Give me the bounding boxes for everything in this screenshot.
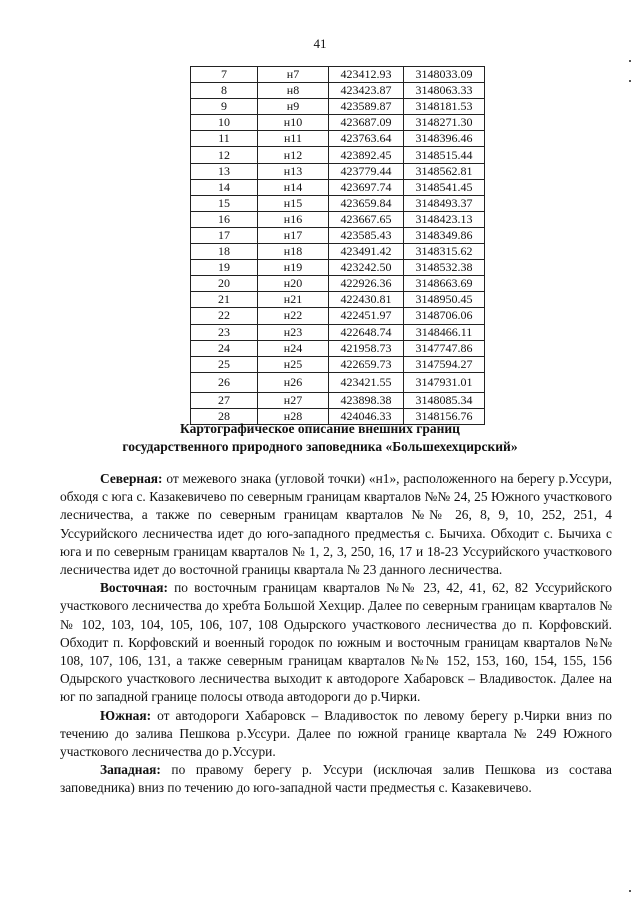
x-coordinate-cell: 423697.74 [329, 179, 404, 195]
table-row [191, 292, 485, 308]
point-number-cell: 15 [191, 195, 258, 211]
x-coordinate-cell: 422648.74 [329, 324, 404, 340]
y-coordinate-cell: 3147594.27 [404, 356, 485, 372]
paragraph-east [60, 579, 612, 706]
x-coordinate-cell: 423687.09 [329, 115, 404, 131]
coordinates-table-body [191, 67, 485, 425]
paragraph-text: от межевого знака (угловой точки) «н1», расположенного на берегу р.Уссури, обходя с юга с. Казакевичево по северным границам кварталов №№ 24, 25 Южного участкового лесничества, а также по северным границам кварталов №№ 26, 8, 9, 10, 252, 251, 4 Уссурийского лесничества идет до юго-западного предместья с. Бычиха. Обходит с. Бычиха с юга и по северным границам кварталов № 1, 2, 3, 250, 16, 17 и 18-23 Уссурийского участкового лесничества идет до восточной границы квартала № 23 данного лесничества. [60, 471, 612, 578]
y-coordinate-cell: 3148349.86 [404, 227, 485, 243]
x-coordinate-cell: 423763.64 [329, 131, 404, 147]
point-number-cell: 10 [191, 115, 258, 131]
table-row [191, 324, 485, 340]
boundary-mark-cell: н26 [258, 372, 329, 392]
boundary-mark-cell: н15 [258, 195, 329, 211]
x-coordinate-cell: 421958.73 [329, 340, 404, 356]
table-row [191, 115, 485, 131]
y-coordinate-cell: 3148663.69 [404, 276, 485, 292]
page-number: 41 [313, 36, 327, 51]
x-coordinate-cell: 423421.55 [329, 372, 404, 392]
x-coordinate-cell: 422451.97 [329, 308, 404, 324]
point-number-cell: 20 [191, 276, 258, 292]
table-row [191, 211, 485, 227]
y-coordinate-cell: 3148033.09 [404, 67, 485, 83]
coordinates-table [190, 66, 485, 425]
point-number-cell: 21 [191, 292, 258, 308]
point-number-cell: 9 [191, 99, 258, 115]
point-number-cell: 23 [191, 324, 258, 340]
point-number-cell: 22 [191, 308, 258, 324]
x-coordinate-cell: 423589.87 [329, 99, 404, 115]
table-row [191, 67, 485, 83]
table-row [191, 179, 485, 195]
section-heading-line-1: Картографическое описание внешних границ [180, 421, 460, 436]
paragraph-lead: Западная: [100, 762, 161, 778]
boundary-mark-cell: н9 [258, 99, 329, 115]
y-coordinate-cell: 3148541.45 [404, 179, 485, 195]
table-row [191, 244, 485, 260]
y-coordinate-cell: 3148063.33 [404, 83, 485, 99]
y-coordinate-cell: 3148950.45 [404, 292, 485, 308]
x-coordinate-cell: 423242.50 [329, 260, 404, 276]
scan-mark [629, 80, 631, 82]
boundary-mark-cell: н11 [258, 131, 329, 147]
boundary-mark-cell: н19 [258, 260, 329, 276]
boundary-mark-cell: н23 [258, 324, 329, 340]
boundary-mark-cell: н17 [258, 227, 329, 243]
table-row [191, 340, 485, 356]
table-row [191, 163, 485, 179]
x-coordinate-cell: 423898.38 [329, 392, 404, 408]
point-number-cell: 17 [191, 227, 258, 243]
table-row [191, 372, 485, 392]
y-coordinate-cell: 3148085.34 [404, 392, 485, 408]
y-coordinate-cell: 3148423.13 [404, 211, 485, 227]
x-coordinate-cell: 422659.73 [329, 356, 404, 372]
x-coordinate-cell: 424046.33 [329, 408, 404, 424]
x-coordinate-cell: 423412.93 [329, 67, 404, 83]
y-coordinate-cell: 3148532.38 [404, 260, 485, 276]
point-number-cell: 26 [191, 372, 258, 392]
paragraph-text: от автодороги Хабаровск – Владивосток по левому берегу р.Чирки вниз по течению до залива Пешкова р.Уссури. Далее по южной границе квартала № 249 Южного участкового лесничества до р.Уссури. [60, 707, 612, 760]
boundary-mark-cell: н16 [258, 211, 329, 227]
table-row [191, 147, 485, 163]
table-row [191, 83, 485, 99]
paragraph-lead: Южная: [100, 707, 152, 723]
y-coordinate-cell: 3148181.53 [404, 99, 485, 115]
point-number-cell: 24 [191, 340, 258, 356]
boundary-mark-cell: н12 [258, 147, 329, 163]
point-number-cell: 27 [191, 392, 258, 408]
y-coordinate-cell: 3147747.86 [404, 340, 485, 356]
boundary-mark-cell: н13 [258, 163, 329, 179]
x-coordinate-cell: 423585.43 [329, 227, 404, 243]
table-row [191, 260, 485, 276]
y-coordinate-cell: 3148466.11 [404, 324, 485, 340]
boundary-mark-cell: н27 [258, 392, 329, 408]
x-coordinate-cell: 422926.36 [329, 276, 404, 292]
boundary-mark-cell: н21 [258, 292, 329, 308]
boundary-mark-cell: н25 [258, 356, 329, 372]
boundary-mark-cell: н20 [258, 276, 329, 292]
x-coordinate-cell: 423423.87 [329, 83, 404, 99]
y-coordinate-cell: 3147931.01 [404, 372, 485, 392]
y-coordinate-cell: 3148271.30 [404, 115, 485, 131]
table-row [191, 356, 485, 372]
x-coordinate-cell: 423667.65 [329, 211, 404, 227]
x-coordinate-cell: 423779.44 [329, 163, 404, 179]
paragraph-lead: Восточная: [100, 580, 168, 596]
scan-mark [629, 890, 631, 892]
y-coordinate-cell: 3148156.76 [404, 408, 485, 424]
table-row [191, 276, 485, 292]
point-number-cell: 18 [191, 244, 258, 260]
paragraph-text: по правому берегу р. Уссури (исключая залив Пешкова из состава заповедника) вниз по течению до юго-западной части предместья с. Казакевичево. [60, 762, 612, 796]
point-number-cell: 25 [191, 356, 258, 372]
y-coordinate-cell: 3148515.44 [404, 147, 485, 163]
boundary-mark-cell: н8 [258, 83, 329, 99]
y-coordinate-cell: 3148315.62 [404, 244, 485, 260]
point-number-cell: 12 [191, 147, 258, 163]
point-number-cell: 13 [191, 163, 258, 179]
section-heading-line-2: государственного природного заповедника «Большехехцирский» [122, 439, 518, 454]
table-row [191, 308, 485, 324]
boundary-description [60, 470, 612, 798]
boundary-mark-cell: н10 [258, 115, 329, 131]
y-coordinate-cell: 3148396.46 [404, 131, 485, 147]
scan-mark [629, 60, 631, 62]
point-number-cell: 11 [191, 131, 258, 147]
boundary-mark-cell: н28 [258, 408, 329, 424]
table-row [191, 195, 485, 211]
table-row [191, 131, 485, 147]
table-row [191, 227, 485, 243]
x-coordinate-cell: 423659.84 [329, 195, 404, 211]
table-row [191, 392, 485, 408]
boundary-mark-cell: н18 [258, 244, 329, 260]
paragraph-north [60, 470, 612, 579]
boundary-mark-cell: н24 [258, 340, 329, 356]
boundary-mark-cell: н22 [258, 308, 329, 324]
y-coordinate-cell: 3148493.37 [404, 195, 485, 211]
point-number-cell: 8 [191, 83, 258, 99]
table-row [191, 99, 485, 115]
x-coordinate-cell: 423892.45 [329, 147, 404, 163]
paragraph-lead: Северная: [100, 471, 163, 486]
point-number-cell: 16 [191, 211, 258, 227]
boundary-mark-cell: н14 [258, 179, 329, 195]
x-coordinate-cell: 423491.42 [329, 244, 404, 260]
y-coordinate-cell: 3148562.81 [404, 163, 485, 179]
paragraph-text: по восточным границам кварталов №№ 23, 42, 41, 62, 82 Уссурийского участкового лесничества до хребта Большой Хехцир. Далее по северным границам кварталов №№ 102, 103, 104, 105, 106, 107, 108 Одырского участкового лесничества до п. Корфовский. Обходит п. Корфовский и военный городок по южным и восточным границам кварталов №№ 108, 107, 106, 131, а также северным границам кварталов №№ 152, 153, 160, 154, 155, 156 Одырского участкового лесничества выходит к автодороге Хабаровск – Владивосток. Далее на юг по западной границе полосы отвода автодороги до р.Чирки. [60, 580, 612, 705]
x-coordinate-cell: 422430.81 [329, 292, 404, 308]
point-number-cell: 7 [191, 67, 258, 83]
paragraph-west [60, 761, 612, 797]
point-number-cell: 14 [191, 179, 258, 195]
boundary-mark-cell: н7 [258, 67, 329, 83]
paragraph-south [60, 707, 612, 762]
point-number-cell: 19 [191, 260, 258, 276]
point-number-cell: 28 [191, 408, 258, 424]
y-coordinate-cell: 3148706.06 [404, 308, 485, 324]
